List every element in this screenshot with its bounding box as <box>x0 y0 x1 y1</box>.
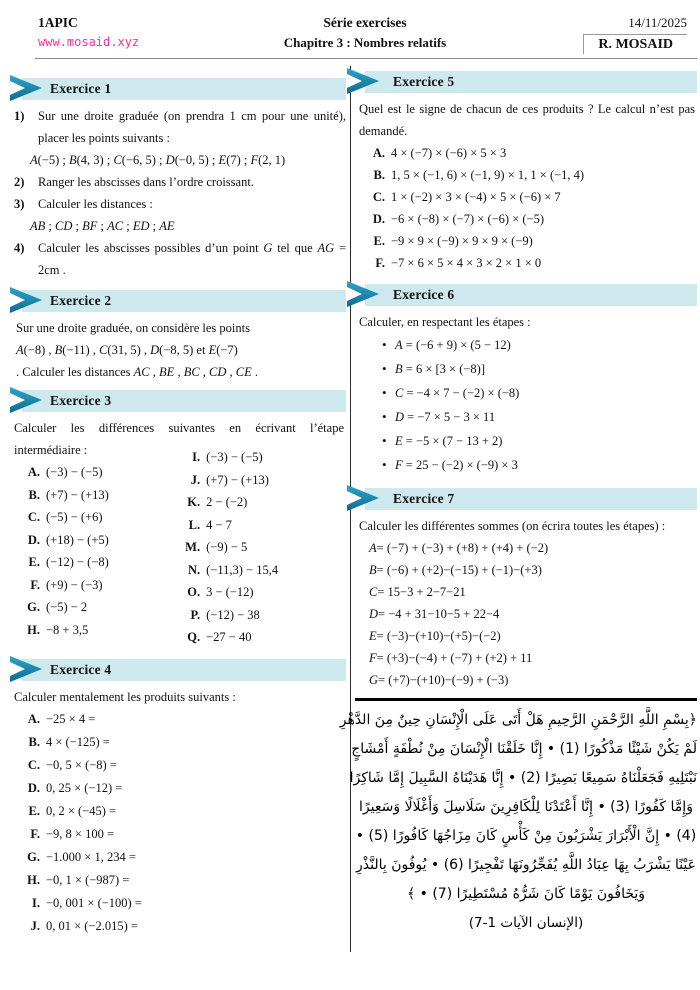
quran-line: نَبْتَلِيهِ فَجَعَلْنَاهُ سَمِيعًا بَصِيرًا (2) • إِنَّا هَدَيْنَاهُ السَّبِيلَ إِمَّا شَاكِرًا <box>349 770 697 786</box>
exercise-4-item: I. −0, 001 × (−100) = <box>32 895 142 910</box>
exercise-6-body <box>353 306 697 477</box>
chapter-title: Chapitre 3 : Nombres relatifs <box>283 35 447 50</box>
chevron-arrow-icon <box>8 74 44 102</box>
exercise-7-item: F= (+3)−(−4) + (−7) + (+2) + 11 <box>369 651 533 665</box>
exercise-1-item: 3) Calculer les distances : <box>14 197 153 211</box>
exercise-3-intro: Calculer les différences suivantes en écrivant l’étape intermédiaire : <box>14 421 344 457</box>
right-column <box>339 66 697 938</box>
exercise-3-col2 <box>170 446 344 649</box>
exercise-7-list <box>359 537 695 691</box>
exercise-title: Exercice 1 <box>50 81 112 96</box>
exercise-4-item: H. −0, 1 × (−987) = <box>27 872 130 887</box>
quran-line: (4) • إِنَّ الْأَبْرَارَ يَشْرَبُونَ مِنْ كَأْسٍ كَانَ مِزَاجُهَا كَافُورًا (5) • <box>355 828 697 844</box>
exercise-3-item: N. (−11,3) − 15,4 <box>187 562 279 577</box>
exercise-title: Exercice 5 <box>393 74 455 89</box>
exercise-7-item: A= (−7) + (−3) + (+8) + (+4) + (−2) <box>369 541 549 555</box>
exercise-7-item: G= (+7)−(+10)−(−9) + (−3) <box>369 673 509 687</box>
exercise-1-header <box>22 78 346 100</box>
series-title: Série exercises <box>323 15 407 30</box>
exercise-3-item: K. 2 − (−2) <box>187 495 248 509</box>
content-columns <box>8 66 697 938</box>
exercise-3-item: F. (+9) − (−3) <box>30 577 103 592</box>
exercise-4-list <box>14 708 344 938</box>
exercise-5-list <box>359 142 695 274</box>
exercise-4-item: C. −0, 5 × (−8) = <box>27 757 117 772</box>
exercise-7-item: B= (−6) + (+2)−(−15) + (−1)−(+3) <box>369 563 542 577</box>
exercise-3-col1 <box>14 461 170 649</box>
chevron-arrow-icon <box>345 67 381 95</box>
chevron-arrow-icon <box>8 655 44 683</box>
exercise-2-header <box>22 290 346 312</box>
exercise-6-header <box>365 284 697 306</box>
exercise-4-header <box>22 659 346 681</box>
chevron-arrow-icon <box>345 280 381 308</box>
exercise-3-item: D. (+18) − (+5) <box>27 532 109 547</box>
exercise-6-intro: Calculer, en respectant les étapes : <box>359 315 531 329</box>
quran-lines <box>339 706 697 909</box>
exercise-3-item: M. (−9) − 5 <box>185 540 248 554</box>
exercise-3-item: I. (−3) − (−5) <box>192 450 263 464</box>
exercise-5-intro: Quel est le signe de chacun de ces produits ? Le calcul n’est pas demandé. <box>359 102 695 138</box>
page-header <box>35 12 695 58</box>
exercise-1-item: 4) Calculer les abscisses possibles d’un point G tel que AG = 2cm . <box>14 241 346 277</box>
exercise-6-item: • B = 6 × [3 × (−8)] <box>359 357 695 381</box>
exercise-title: Exercice 7 <box>393 491 455 506</box>
exercise-title: Exercice 2 <box>50 293 112 308</box>
exercise-4-item: F. −9, 8 × 100 = <box>30 826 115 841</box>
quran-source: (الإنسان الآيات 1-7) <box>468 915 584 931</box>
exercise-3-body <box>8 412 346 649</box>
exercise-7-body <box>353 510 697 691</box>
exercise-7-item: C= 15−3 + 2−7−21 <box>369 585 466 599</box>
exercise-5-item: E. −9 × 9 × (−9) × 9 × 9 × (−9) <box>373 234 533 248</box>
exercise-3-item: B. (+7) − (+13) <box>28 487 109 502</box>
exercise-2-line: A(−8) , B(−11) , C(31, 5) , D(−8, 5) et E(−7) <box>16 343 238 357</box>
exercise-3-item: J. (+7) − (+13) <box>190 472 269 487</box>
exercise-1-body <box>8 100 346 281</box>
chevron-arrow-icon <box>8 386 44 414</box>
exercise-3-item: O. 3 − (−12) <box>187 585 254 599</box>
quran-passage <box>339 698 697 938</box>
header-right <box>583 15 687 54</box>
exercise-2-line: . Calculer les distances AC , BE , BC , CD , CE . <box>16 365 259 379</box>
exercise-1-item: AB ; CD ; BF ; AC ; ED ; AE <box>30 219 175 233</box>
exercise-6-item: • A = (−6 + 9) × (5 − 12) <box>359 333 695 357</box>
exercise-7-item: D= −4 + 31−10−5 + 22−4 <box>369 607 500 621</box>
quran-line: عَيْنًا يَشْرَبُ بِهَا عِبَادُ اللَّهِ يُفَجِّرُونَهَا تَفْجِيرًا (6) • يُوفُونَ بِالنَّذْرِ <box>355 857 697 873</box>
exercise-7-header <box>365 488 697 510</box>
exercise-6-list <box>359 333 695 477</box>
exercise-3-item: L. 4 − 7 <box>188 517 232 532</box>
exercise-title: Exercice 4 <box>50 661 112 677</box>
exercise-4-item: G. −1.000 × 1, 234 = <box>27 849 136 864</box>
exercise-3-item: Q. −27 − 40 <box>187 630 252 644</box>
author-box: R. MOSAID <box>583 34 687 54</box>
quran-line: لَمْ يَكُنْ شَيْئًا مَذْكُورًا (1) • إِنَّا خَلَقْنَا الْإِنْسَانَ مِنْ نُطْفَةٍ أَمْشَاجٍ <box>351 741 697 757</box>
exercise-5-item: D. −6 × (−8) × (−7) × (−6) × (−5) <box>372 212 544 226</box>
exercise-3-columns <box>14 450 344 649</box>
exercise-4-item: A. −25 × 4 = <box>27 711 96 726</box>
exercise-3-item: G. (−5) − 2 <box>27 600 88 614</box>
exercise-4-item: J. 0, 01 × (−2.015) = <box>30 918 138 933</box>
website-link[interactable]: www.mosaid.xyz <box>38 35 140 49</box>
exercise-3-item: H. −8 + 3,5 <box>27 622 89 637</box>
quran-line: ﴿بِسْمِ اللَّهِ الرَّحْمَنِ الرَّحِيمِ هَلْ أَتَى عَلَى الْإِنْسَانِ حِينٌ مِنَ الدَّهْرِ <box>339 712 697 728</box>
exercise-3-item: C. (−5) − (+6) <box>27 510 103 524</box>
chevron-arrow-icon <box>8 286 44 314</box>
exercise-3-header <box>22 390 346 412</box>
chevron-arrow-icon <box>345 484 381 512</box>
exercise-title: Exercice 3 <box>50 393 112 408</box>
exercise-4-item: B. 4 × (−125) = <box>28 734 110 749</box>
exercise-6-item: • C = −4 × 7 − (−2) × (−8) <box>359 381 695 405</box>
exercise-3-item: A. (−3) − (−5) <box>27 465 103 479</box>
exercise-6-item: • E = −5 × (7 − 13 + 2) <box>359 429 695 453</box>
header-rule <box>35 58 697 59</box>
date-label: 14/11/2025 <box>628 15 687 30</box>
exercise-6-item: • D = −7 × 5 − 3 × 11 <box>359 405 695 429</box>
quran-line: وَإِمَّا كَفُورًا (3) • إِنَّا أَعْتَدْنَا لِلْكَافِرِينَ سَلَاسِلَ وَأَغْلَالًا وَسَعِيرًا <box>359 799 693 815</box>
exercise-6-item: • F = 25 − (−2) × (−9) × 3 <box>359 453 695 477</box>
exercise-4-item: E. 0, 2 × (−45) = <box>28 803 117 818</box>
exercise-title: Exercice 6 <box>393 287 455 302</box>
exercise-4-body <box>8 681 346 938</box>
exercise-7-item: E= (−3)−(+10)−(+5)−(−2) <box>369 629 501 643</box>
exercise-5-item: A. 4 × (−7) × (−6) × 5 × 3 <box>372 146 507 160</box>
exercise-1-item: A(−5) ; B(4, 3) ; C(−6, 5) ; D(−0, 5) ; E(7) ; F(2, 1) <box>30 153 286 167</box>
exercise-1-item: 2) Ranger les abscisses dans l’ordre croissant. <box>14 175 254 189</box>
exercise-1-item: 1) Sur une droite graduée (on prendra 1 cm pour une unité), placer les points suivants : <box>14 109 346 145</box>
exercise-7-intro: Calculer les différentes sommes (on écrira toutes les étapes) : <box>359 519 666 533</box>
exercise-5-header <box>365 71 697 93</box>
class-label: 1APIC <box>38 15 78 30</box>
exercise-3-item: P. (−12) − 38 <box>190 607 260 622</box>
exercise-4-item: D. 0, 25 × (−12) = <box>27 780 123 795</box>
exercise-5-item: B. 1, 5 × (−1, 6) × (−1, 9) × 1, 1 × (−1, 4) <box>373 168 585 182</box>
exercise-5-body <box>353 93 697 274</box>
exercise-4-intro: Calculer mentalement les produits suivants : <box>14 689 236 704</box>
exercise-5-item: C. 1 × (−2) × 3 × (−4) × 5 × (−6) × 7 <box>372 190 561 204</box>
left-column <box>8 66 346 938</box>
exercise-2-body <box>8 312 346 383</box>
exercise-2-line: Sur une droite graduée, on considère les points <box>16 321 250 335</box>
exercise-3-item: E. (−12) − (−8) <box>28 555 109 569</box>
quran-line: وَيَخَافُونَ يَوْمًا كَانَ شَرُّهُ مُسْتَطِيرًا (7) • ﴾ <box>406 886 646 902</box>
exercise-5-item: F. −7 × 6 × 5 × 4 × 3 × 2 × 1 × 0 <box>375 256 542 270</box>
